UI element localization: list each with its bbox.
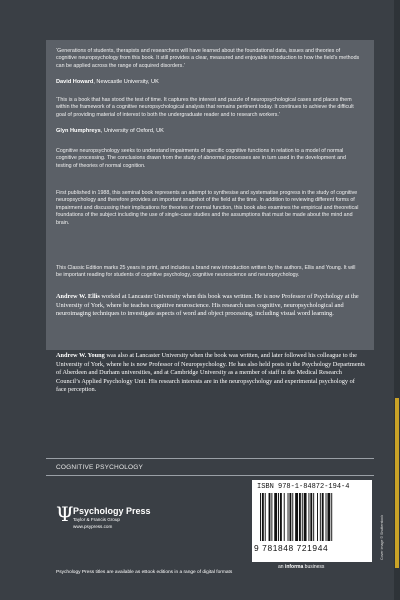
informa-brand: informa xyxy=(284,564,304,570)
praise-name-1: David Howard xyxy=(56,79,94,85)
author-text-young: was also at Lancaster University when the book was written, and later followed his colleague to the University of York, where he is now Professor of Neuropsychology. He has also held posts in the Psychology Departments of Aberdeen and Durham universities, and at Cambridge University as a member of staff in the Medical Research Council’s Applied Psychology Unit. His research interests are in the neuropsychology and experimental psychology of face perception. xyxy=(56,352,365,394)
praise-affiliation-2: , University of Oxford, UK xyxy=(100,128,164,134)
publisher-url: www.psypress.com xyxy=(73,524,113,529)
praise-quote-2: ‘This is a book that has stood the test of time. It captures the interest and puzzle of neuropsychological cases and places them within the framework of a cognitive neuropsychological analysis that remains pertinent today. It continues to achieve the difficult goal of providing material of interest to both the undergraduate reader and to research workers.’ xyxy=(56,97,354,118)
description-paragraph-2: First published in 1988, this seminal book represents an attempt to synthesise and systematise progress in the study of cognitive neuropsychology and therefore provides an important snapshot of the field at the time. In addition to reviewing different forms of impairment and discussing their implications for theories of normal function, this book also examines the empirical and theoretical foundations of the subject including the use of single-case studies and the assumptions that must be made about the mind and brain. xyxy=(56,190,359,226)
author-name-ellis: Andrew W. Ellis xyxy=(56,293,100,300)
divider-top xyxy=(46,458,374,459)
praise-quote-1: ‘Generations of students, therapists and researchers will have learned about the foundational data, issues and theories of cognitive neuropsychology from this book. It still provides a clear, measured and enjoyable introduction to how the field’s methods can be applied across the range of acquired disorders.’ xyxy=(56,48,360,69)
spine-edge xyxy=(394,0,400,600)
description-paragraph-3: This Classic Edition marks 25 years in print, and includes a brand new introduction written by the authors, Ellis and Young. It will be important reading for students of cognitive psychology, cognitive neuroscience and neuropsychology. xyxy=(56,265,356,279)
praise-name-2: Glyn Humphreys xyxy=(56,128,101,134)
accent-strip xyxy=(395,398,399,568)
praise-attribution-2 xyxy=(56,128,164,135)
image-credit xyxy=(378,480,384,562)
ebook-note: Psychology Press titles are available as eBook editions in a range of digital formats xyxy=(56,570,233,575)
informa-suffix: business xyxy=(303,564,325,570)
informa-line xyxy=(278,564,324,570)
publisher-logo xyxy=(56,503,176,533)
informa-prefix: an xyxy=(278,564,285,570)
barcode-icon xyxy=(260,493,360,541)
subject-category: COGNITIVE PSYCHOLOGY xyxy=(56,464,144,471)
praise-affiliation-1: , Newcastle University, UK xyxy=(93,79,159,85)
isbn-text: ISBN 978-1-84872-194-4 xyxy=(257,483,350,491)
isbn-barcode-block xyxy=(252,480,372,562)
publisher-name: Psychology Press xyxy=(73,506,151,516)
image-credit-text: Cover image © Shutterstock xyxy=(380,515,384,560)
author-name-young: Andrew W. Young xyxy=(56,352,105,359)
author-bio-ellis xyxy=(56,293,366,319)
divider-bottom xyxy=(46,475,374,476)
praise-attribution-1 xyxy=(56,79,159,86)
author-text-ellis: worked at Lancaster University when this book was written. He is now Professor of Psychology at the University of York, where he teaches cognitive neuroscience. His research uses cognitive, neuropsychological and neuroimaging techniques to investigate aspects of word and object processing, including visual word learning. xyxy=(56,293,359,318)
psi-logo-icon: Ψ xyxy=(56,502,74,526)
author-bio-young xyxy=(56,352,366,395)
description-paragraph-1: Cognitive neuropsychology seeks to understand impairments of specific cognitive functions in relation to a model of normal cognitive processing. The conclusions drawn from the study of abnormal processes are in turn used in the development and testing of theories of normal cognition. xyxy=(56,148,346,169)
barcode-number: 9 781848 721944 xyxy=(254,543,329,553)
publisher-group: Taylor & Francis Group xyxy=(73,517,120,522)
